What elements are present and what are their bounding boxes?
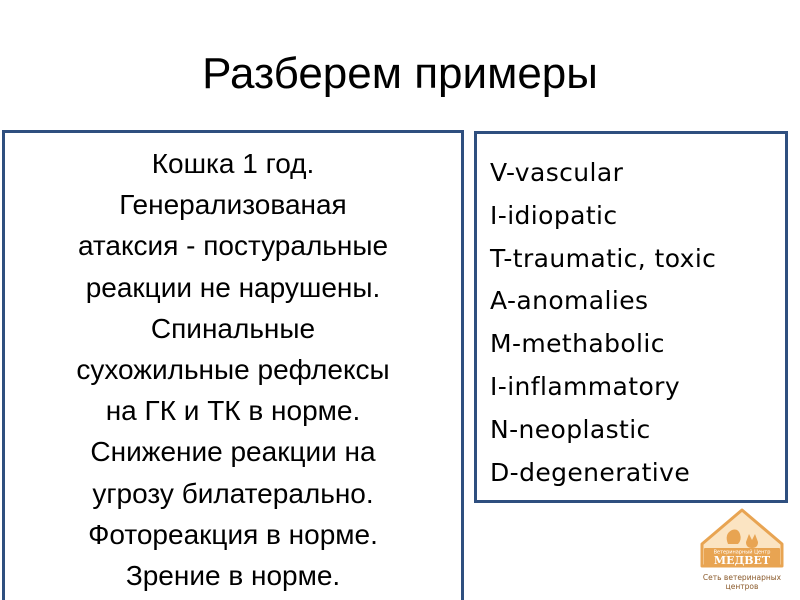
medvet-logo	[694, 504, 790, 594]
case-line: реакции не нарушены.	[85, 271, 381, 303]
vitamin-d-list	[490, 152, 716, 494]
case-line: Снижение реакции на	[90, 436, 376, 468]
list-item: I-idiopatic	[490, 200, 618, 230]
case-line: на ГК и ТК в норме.	[105, 395, 361, 427]
list-item: N-neoplastic	[490, 414, 651, 444]
list-item: T-traumatic, toxic	[490, 243, 717, 273]
case-description	[5, 143, 461, 596]
list-item: D-degenerative	[490, 457, 691, 487]
list-item: V-vascular	[490, 158, 624, 187]
case-line: сухожильные рефлексы	[76, 354, 390, 386]
case-line: Кошка 1 год.	[151, 148, 315, 179]
logo-small-text: Ветеринарный Центр	[713, 549, 771, 556]
case-line: Фотореакция в норме.	[88, 518, 378, 550]
case-line: Зрение в норме.	[125, 560, 341, 592]
case-line: угрозу билатерально.	[92, 477, 374, 509]
logo-brand-text: МЕДВЕТ	[713, 554, 771, 567]
case-line: Генерализованая	[119, 189, 347, 221]
case-line: атаксия - постуральные	[77, 230, 389, 262]
case-line: Спинальные	[150, 312, 316, 344]
case-description-box	[2, 130, 464, 600]
list-item: A-anomalies	[490, 286, 649, 316]
slide-title: Разберем примеры	[202, 49, 598, 98]
logo-tagline-1: Сеть ветеринарных	[702, 573, 782, 582]
vitamin-d-box	[474, 131, 788, 503]
logo-tagline-2: центров	[725, 582, 759, 591]
list-item: M-methabolic	[490, 329, 665, 359]
list-item: I-inflammatory	[490, 371, 681, 401]
